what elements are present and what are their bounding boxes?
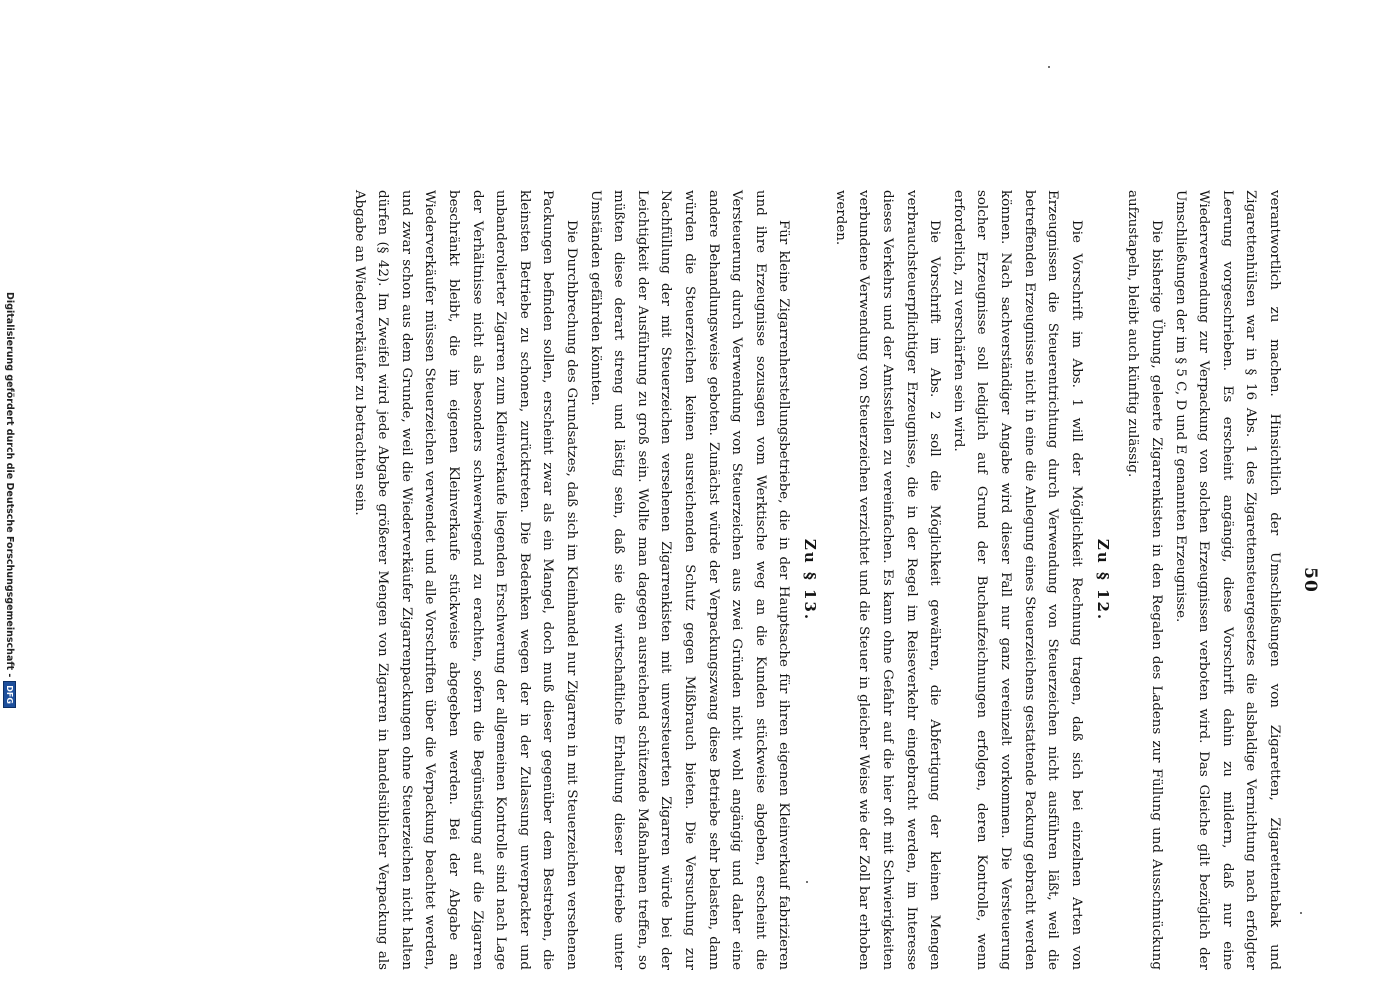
paragraph-abs-1: Die Vorschrift im Abs. 1 will der Möglichkeit Rechnung tragen, daß sich bei einzelnen Arten von Erzeugnissen die Steuerentrichtung durch Verwendung von Steuerzeichen nicht ausführen läßt, weil die betreffenden Erzeugnisse nicht in eine die Anlegung eines Steuerzeichens gestattende Packung gebracht werden können. Nach sachverständiger Angabe wird dieser Fall nur ganz vereinzelt vorkommen. Die Versteuerung solcher Erzeugnisse soll lediglich auf Grund der Buchaufzeichnungen erfolgen, deren Kontrolle, wenn erforderlich, zu verschärfen sein wird. <box>950 190 1084 970</box>
dfg-logo-icon: DFG <box>4 681 17 708</box>
rotated-page-area <box>160 190 1320 970</box>
scan-speck <box>806 881 808 883</box>
paragraph-continued: verantwortlich zu machen. Hinsichtlich der Umschließungen von Zigaretten, Zigarettentabak und Zigarettenhülsen war in § 16 Abs. 1 des Zigarettensteuergesetzes die alsbaldige Vernichtung nach erfolgter Leerung vorgeschrieben. Es erscheint angängig, diese Vorschrift dahin zu mildern, daß nur eine Wiederverwendung zur Verpackung von solchen Erzeugnissen verboten wird. Das Gleiche gilt bezüglich der Umschließungen der im § 5 C, D und E genannten Erzeugnisse. <box>1172 190 1282 970</box>
paragraph-cigar-boxes: Die bisherige Übung, geleerte Zigarrenkisten in den Regalen des Ladens zur Füllung und Ausschmückung aufzustapeln, bleibt auch künftig zulässig. <box>1125 190 1165 970</box>
section-heading-13: Zu § 13. <box>801 538 820 622</box>
paragraph-retail-principle: Die Durchbrechung des Grundsatzes, daß sich im Kleinhandel nur Zigarren in mit Steuerzeichen versehenen Packungen befinden sollen, erscheint zwar als ein Mangel, doch muß dieser gegenüber dem Bestreben, die kleinsten Betriebe zu schonen, zurücktreten. Die Bedenken wegen der in der Zulassung unverpackter und unbanderolierter Zigarren zum Kleinverkaufe liegenden Erschwerung der allgemeinen Kontrolle sind nach Lage der Verhältnisse nicht als besonders schwerwiegend zu erachten, sofern die Begünstigung auf die Zigarren beschränkt bleibt, die im eigenen Kleinverkaufe stückweise abgegeben werden. Bei der Abgabe an Wiederverkäufer müssen Steuerzeichen verwendet und alle Vorschriften über die Verpackung beachtet werden, und zwar schon aus dem Grunde, weil die Wiederverkäufer Zigarrenpackungen ohne Steuerzeichen nicht halten dürfen (§ 42). Im Zweifel wird jede Abgabe größerer Mengen von Zigarren in handelsüblicher Verpackung als Abgabe an Wiederverkäufer zu betrachten sein. <box>351 190 579 970</box>
document-page <box>160 190 1320 970</box>
scan-speck <box>1300 912 1302 914</box>
section-heading-12: Zu § 12. <box>1093 538 1112 622</box>
paragraph-abs-2: Die Vorschrift im Abs. 2 soll die Möglichkeit gewähren, die Abfertigung der kleinen Mengen verbrauchsteuerpflichtiger Erzeugnisse, die in der Regel im Reiseverkehr eingebracht werden, im Interesse dieses Verkehrs und der Amtsstellen zu vereinfachen. Es kann ohne Gefahr auf die hier oft mit Schwierigkeiten verbundene Verwendung von Steuerzeichen verzichtet und die Steuer in gleicher Weise wie der Zoll bar erhoben werden. <box>832 190 943 970</box>
credit-text: Digitalisierung gefördert durch die Deutsche Forschungsgemeinschaft - <box>4 292 16 678</box>
scan-speck <box>1048 66 1050 68</box>
digitization-credit <box>0 0 14 1000</box>
paragraph-small-factories: Für kleine Zigarrenherstellungsbetriebe, die in der Hauptsache für ihren eigenen Kleinverkauf fabrizieren und ihre Erzeugnisse sozusagen vom Werktische weg an die Kunden stückweise abgeben, erscheint die Versteuerung durch Verwendung von Steuerzeichen aus zwei Gründen nicht wohl angängig und daher eine andere Behandlungsweise geboten. Zunächst würde der Verpackungszwang diese Betriebe sehr belasten, dann würden die Steuerzeichen keinen ausreichenden Schutz gegen Mißbrauch bieten. Die Versuchung zur Nachfüllung der mit Steuerzeichen versehenen Zigarrenkisten mit unversteuerten Zigarren würde bei der Leichtigkeit der Ausführung zu groß sein. Wollte man dagegen ausreichend schützende Maßnahmen treffen, so müßten diese derart streng und lästig sein, daß sie die wirtschaftliche Erhaltung dieser Betriebe unter Umständen gefährden könnten. <box>587 190 792 970</box>
page-number: 50 <box>1300 567 1320 593</box>
